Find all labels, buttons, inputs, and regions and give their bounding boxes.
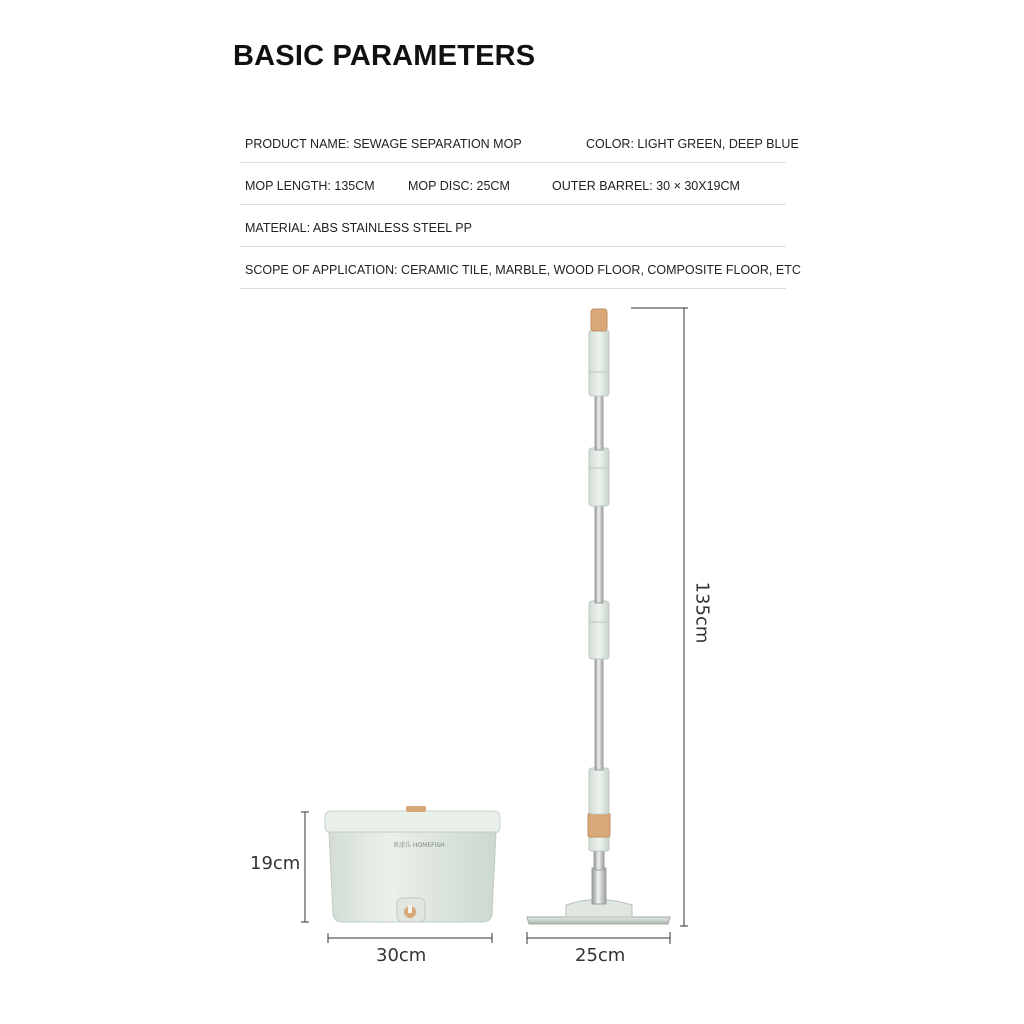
bucket-width-dimension (328, 933, 492, 943)
mop (527, 309, 670, 924)
mop-disc (527, 917, 670, 924)
bucket-brand-label: 果漾乐 HOMEFISH (393, 842, 445, 849)
spec-outer-barrel: OUTER BARREL: 30 × 30X19CM (552, 179, 740, 193)
spec-mop-length: MOP LENGTH: 135CM (245, 179, 375, 193)
mop-disc-width-label: 25cm (575, 945, 626, 966)
bucket-height-dimension (301, 812, 309, 922)
mop-top-cap (591, 309, 607, 331)
mop-collar-lower (588, 813, 610, 837)
mop-length-dimension (631, 308, 688, 926)
mop-top-grip (589, 330, 609, 396)
page-title: BASIC PARAMETERS (233, 40, 536, 72)
mop-disc-width-dimension (527, 932, 670, 944)
spec-color: COLOR: LIGHT GREEN, DEEP BLUE (586, 137, 799, 151)
spec-product-name: PRODUCT NAME: SEWAGE SEPARATION MOP (245, 137, 522, 151)
bucket-width-label: 30cm (376, 945, 427, 966)
bucket (325, 806, 500, 922)
bucket-height-label: 19cm (250, 853, 301, 874)
mop-length-label: 135cm (691, 581, 713, 644)
bucket-handle-clip (406, 806, 426, 812)
spec-scope: SCOPE OF APPLICATION: CERAMIC TILE, MARBLE, WOOD FLOOR, COMPOSITE FLOOR, ETC (245, 263, 801, 277)
spec-mop-disc: MOP DISC: 25CM (408, 179, 510, 193)
spec-material: MATERIAL: ABS STAINLESS STEEL PP (245, 221, 472, 235)
